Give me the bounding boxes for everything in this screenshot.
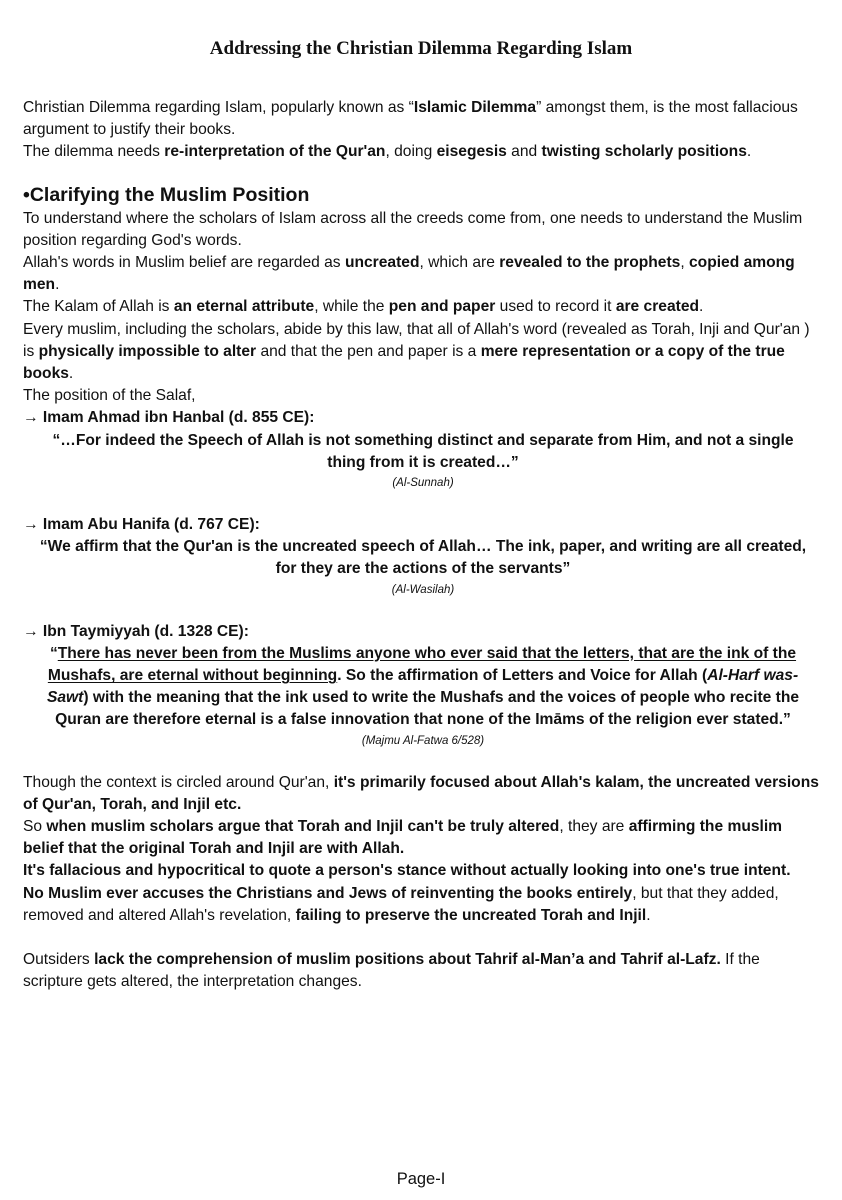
intro-paragraph-2: The dilemma needs re-interpretation of the Qur'an, doing eisegesis and twisting scholarly positions. bbox=[23, 143, 752, 161]
document-title: Addressing the Christian Dilemma Regarding Islam bbox=[209, 38, 633, 59]
section-paragraph-4: Every muslim, including the scholars, abide by this law, that all of Allah's word (revealed as Torah, Inji and Qur'an ) is physically impossible to alter and that the pen and paper is a mere representation or a copy of the true books. bbox=[23, 320, 810, 383]
section-paragraph-5: The position of the Salaf, bbox=[23, 387, 196, 405]
section-paragraph-1: To understand where the scholars of Islam across all the creeds come from, one needs to understand the Muslim position regarding God's words. bbox=[23, 209, 803, 249]
quote-text-abu-hanifa: “We affirm that the Qur'an is the uncreated speech of Allah… The ink, paper, and writing are all created, for they are the actions of the servants” bbox=[39, 538, 807, 578]
quote-scholar-ibn-taymiyyah: → Ibn Taymiyyah (d. 1328 CE): bbox=[23, 622, 249, 640]
quote-text-ahmad: “…For indeed the Speech of Allah is not something distinct and separate from Him, and not a single thing from it is created…” bbox=[52, 431, 794, 471]
quote-source-ibn-taymiyyah: (Majmu Al-Fatwa 6/528) bbox=[361, 734, 485, 747]
conclusion-paragraph-3: It's fallacious and hypocritical to quote a person's stance without actually looking into one's true intent. bbox=[23, 862, 791, 880]
conclusion-paragraph-4: No Muslim ever accuses the Christians and Jews of reinventing the books entirely, but that they added, removed and altered Allah's revelation, failing to preserve the uncreated Torah and Injil. bbox=[23, 884, 779, 924]
intro-paragraph-1: Christian Dilemma regarding Islam, popularly known as “Islamic Dilemma” amongst them, is the most fallacious argument to justify their books. bbox=[23, 99, 798, 139]
section-heading: •Clarifying the Muslim Position bbox=[23, 183, 310, 206]
quote-scholar-abu-hanifa: → Imam Abu Hanifa (d. 767 CE): bbox=[23, 516, 260, 534]
conclusion-paragraph-5: Outsiders lack the comprehension of muslim positions about Tahrif al-Man’a and Tahrif al-Lafz. If the scripture gets altered, the interpretation changes. bbox=[23, 951, 760, 991]
document-body bbox=[23, 97, 823, 994]
quote-scholar-ahmad: → Imam Ahmad ibn Hanbal (d. 855 CE): bbox=[23, 409, 315, 427]
page-number: Page-I bbox=[396, 1170, 446, 1188]
section-paragraph-3: The Kalam of Allah is an eternal attribute, while the pen and paper used to record it are created. bbox=[23, 298, 704, 316]
quote-text-ibn-taymiyyah: “There has never been from the Muslims anyone who ever said that the letters, that are the ink of the Mushafs, are eternal without beginning. So the affirmation of Letters and Voice for Allah (Al-Harf was-Sawt) with the meaning that the ink used to write the Mushafs and the voices of people who recite the Quran are therefore eternal is a false innovation that none of the Imāms of the religion ever stated.” bbox=[46, 644, 800, 729]
quote-source-abu-hanifa: (Al-Wasilah) bbox=[391, 583, 455, 596]
conclusion-paragraph-1: Though the context is circled around Qur'an, it's primarily focused about Allah's kalam, the uncreated versions of Qur'an, Torah, and Injil etc. bbox=[23, 773, 819, 813]
conclusion-paragraph-2: So when muslim scholars argue that Torah and Injil can't be truly altered, they are affirming the muslim belief that the original Torah and Injil are with Allah. bbox=[23, 818, 783, 858]
quote-source-ahmad: (Al-Sunnah) bbox=[392, 477, 454, 490]
section-paragraph-2: Allah's words in Muslim belief are regarded as uncreated, which are revealed to the prophets, copied among men. bbox=[23, 254, 795, 294]
